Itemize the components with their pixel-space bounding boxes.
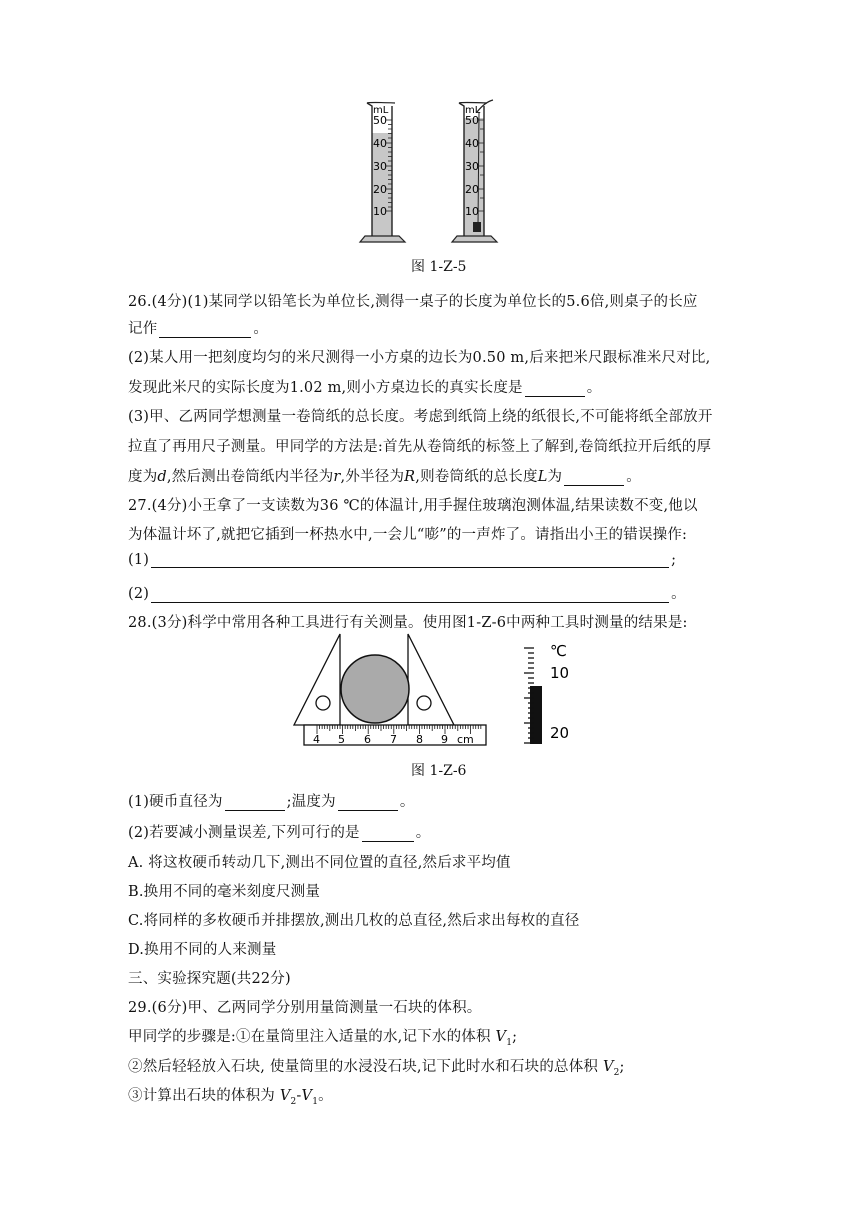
section-heading: 三、实验探究题(共22分) (128, 971, 291, 987)
q28-option-b: B.换用不同的毫米刻度尺测量 (128, 884, 321, 900)
q27-line2: 为体温计坏了,就把它插到一杯热水中,一会儿“嘭”的一声炸了。请指出小王的错误操作: (128, 527, 688, 543)
ruler-label: 6 (364, 733, 371, 746)
cylinder-left (360, 103, 405, 243)
cylinder-right (452, 100, 497, 242)
figure-thermometer (520, 638, 580, 750)
right-triangle (408, 634, 454, 725)
answer-blank[interactable] (151, 552, 669, 568)
q28-option-a: A. 将这枚硬币转动几下,测出不同位置的直径,然后求平均值 (128, 855, 511, 871)
q28-option-c: C.将同样的多枚硬币并排摆放,测出几枚的总直径,然后求出每枚的直径 (128, 913, 580, 929)
tick-label: 40 (373, 137, 387, 150)
tick-label: 30 (373, 160, 387, 173)
q28-option-d: D.换用不同的人来测量 (128, 942, 277, 958)
thermometer-unit: ℃ (550, 642, 567, 660)
answer-blank[interactable] (338, 795, 398, 811)
answer-blank[interactable] (564, 470, 624, 486)
tick-label: 20 (465, 183, 479, 196)
thermometer-label: 20 (550, 724, 570, 742)
answer-blank[interactable] (159, 322, 251, 338)
ruler-label: 8 (416, 733, 423, 746)
tick-label: 30 (465, 160, 479, 173)
figure-coin-ruler (290, 630, 490, 750)
tick-label: 40 (465, 137, 479, 150)
unit-label: mL (465, 105, 481, 116)
q27-line1: 27.(4分)小王拿了一支读数为36 ℃的体温计,用手握住玻璃泡测体温,结果读数不变,他以 (128, 498, 698, 514)
thermometer-label: 10 (550, 664, 570, 682)
q26-line2: 记作 。 (128, 321, 269, 337)
q26-line5: (3)甲、乙两同学想测量一卷筒纸的总长度。考虑到纸筒上绕的纸很长,不可能将纸全部放开 (128, 409, 713, 425)
q26-line1: 26.(4分)(1)某同学以铅笔长为单位长,测得一桌子的长度为单位长的5.6倍,则桌子的长应 (128, 294, 698, 310)
ruler-label: cm (457, 733, 474, 746)
figure-caption: 图 1-Z-6 (411, 763, 467, 779)
tick-label: 10 (465, 205, 479, 218)
q26-line4: 发现此米尺的实际长度为1.02 m,则小方桌边长的真实长度是 。 (128, 380, 602, 396)
ruler-label: 5 (338, 733, 345, 746)
answer-blank[interactable] (362, 826, 414, 842)
ruler-label: 7 (390, 733, 397, 746)
q27-line4: (2) 。 (128, 586, 686, 602)
q29-line1: 29.(6分)甲、乙两同学分别用量筒测量一石块的体积。 (128, 1000, 482, 1016)
answer-blank[interactable] (525, 381, 585, 397)
q27-line3: (1) ; (128, 552, 677, 568)
left-triangle (294, 634, 340, 725)
q29-line4: ③计算出石块的体积为 $V_2-V_1$。 (128, 1088, 333, 1107)
q26-line7: 度为d,然后测出卷筒纸内半径为r,外半径为R,则卷筒纸的总长度L为 。 (128, 469, 641, 485)
answer-blank[interactable] (225, 795, 285, 811)
tick-label: 50 (465, 114, 479, 127)
tick-label: 10 (373, 205, 387, 218)
coin (341, 655, 409, 723)
answer-blank[interactable] (151, 587, 669, 603)
q28-line1: 28.(3分)科学中常用各种工具进行有关测量。使用图1-Z-6中两种工具时测量的结果是: (128, 615, 688, 631)
q26-line6: 拉直了再用尺子测量。甲同学的方法是:首先从卷筒纸的标签上了解到,卷筒纸拉开后纸的厚 (128, 439, 712, 455)
q29-line3: ②然后轻轻放入石块, 使量筒里的水浸没石块,记下此时水和石块的总体积 $V_2$; (128, 1059, 625, 1078)
tick-label: 50 (373, 114, 387, 127)
q26-line3: (2)某人用一把刻度均匀的米尺测得一小方桌的边长为0.50 m,后来把米尺跟标准米尺对比, (128, 350, 711, 366)
figure-graduated-cylinders (355, 98, 515, 246)
unit-label: mL (373, 105, 389, 116)
ruler-label: 9 (441, 733, 448, 746)
ruler-label: 4 (313, 733, 320, 746)
q29-line2: 甲同学的步骤是:①在量筒里注入适量的水,记下水的体积 $V_1$; (128, 1029, 518, 1048)
q28-sub1: (1)硬币直径为 ;温度为 。 (128, 794, 415, 810)
q28-sub2: (2)若要减小测量误差,下列可行的是 。 (128, 825, 431, 841)
figure-caption: 图 1-Z-5 (411, 259, 467, 275)
tick-label: 20 (373, 183, 387, 196)
mercury-column (530, 686, 542, 744)
